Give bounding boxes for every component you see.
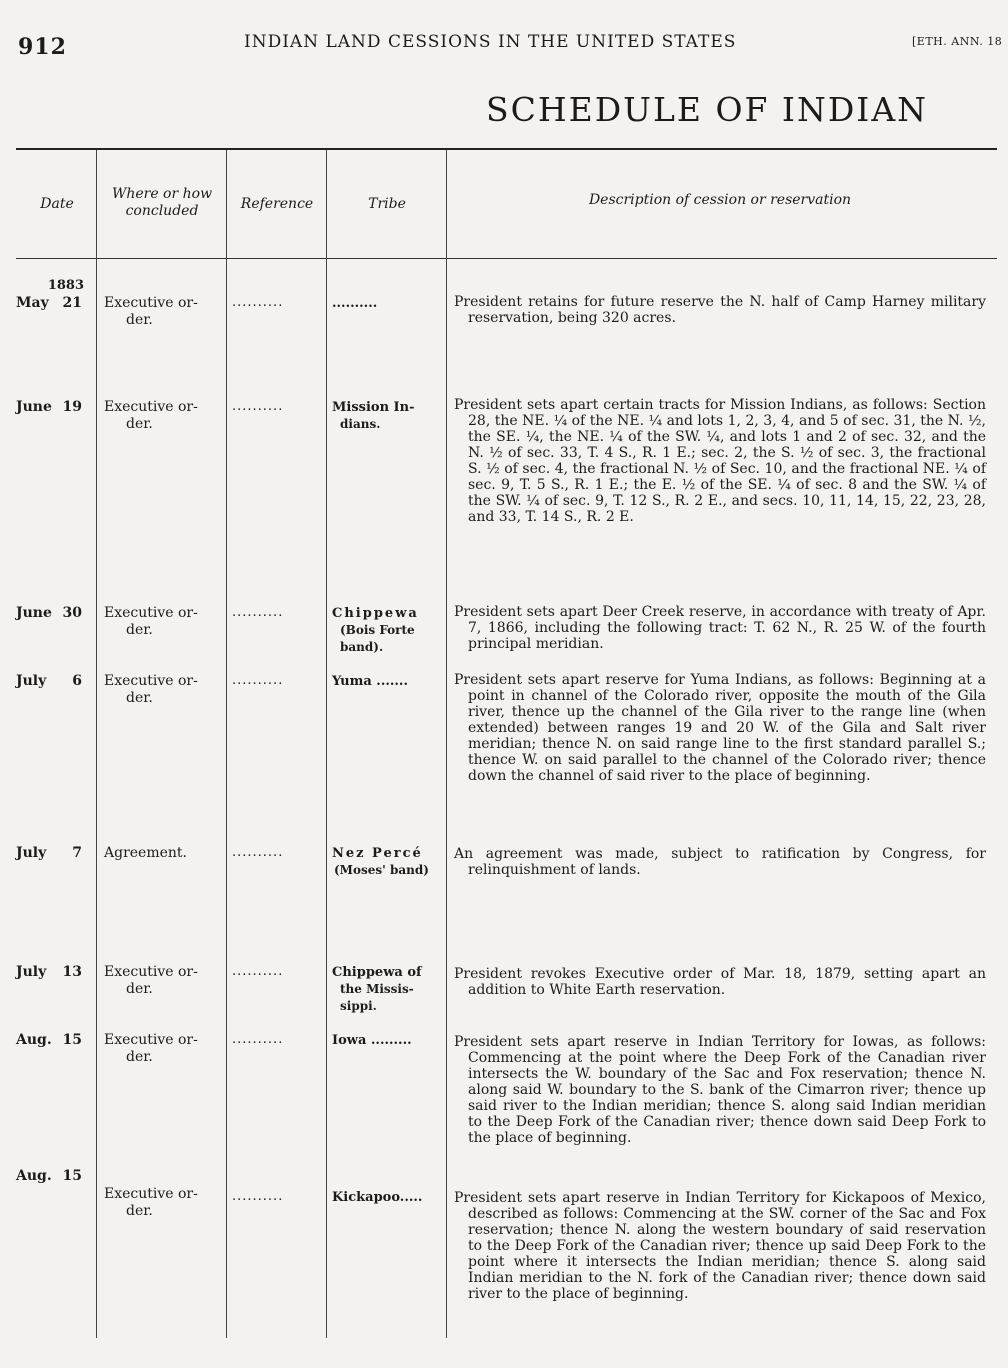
row-tribe xyxy=(332,845,440,879)
row-reference: .......... xyxy=(232,964,284,979)
row-reference: .......... xyxy=(232,1032,284,1047)
row-reference: .......... xyxy=(232,845,284,860)
row-concluded-line2: der. xyxy=(126,622,153,638)
row-concluded-line1: Executive or- xyxy=(104,1186,198,1202)
row-concluded xyxy=(104,1186,222,1220)
row-tribe-line1: Chippewa xyxy=(332,606,419,621)
row-concluded-line1: Agreement. xyxy=(104,845,187,861)
row-description: President revokes Executive order of Mar. 18, 1879, setting apart an addition to White Earth reservation. xyxy=(454,966,986,998)
row-concluded xyxy=(104,673,222,707)
row-month: July xyxy=(16,964,47,980)
row-month: Aug. xyxy=(16,1168,52,1184)
row-reference: .......... xyxy=(232,295,284,310)
row-concluded xyxy=(104,1032,222,1066)
row-concluded-line2: der. xyxy=(126,312,153,328)
row-concluded-line2: der. xyxy=(126,416,153,432)
row-description: President sets apart reserve for Yuma Indians, as follows: Beginning at a point in channel of the Colorado river, opposite the mouth of the Gila river, thence up the channel of the Gila river to the range line (when extended) between ranges 19 and 20 W. of the Gila and Salt river meridian; thence N. on said range line to the first standard parallel S.; thence W. on said parallel to the channel of the Colorado river; thence down the channel of said river to the place of beginning. xyxy=(454,672,986,784)
row-tribe-line2: (Bois Forte xyxy=(340,623,415,637)
row-day: 15 xyxy=(62,1168,82,1184)
column-divider xyxy=(96,150,97,1338)
column-header-tribe: Tribe xyxy=(368,196,406,212)
row-date xyxy=(16,1032,86,1048)
row-description: President sets apart certain tracts for Mission Indians, as follows: Section 28, the NE. ¼ of the NE. ¼ and lots 1, 2, 3, 4, and 5 of sec. 31, the N. ½, the SE. ¼, the NE. ¼ of the SW. ¼, and lots 1 and 2 of sec. 32, and the N. ½ of sec. 33, T. 4 S., R. 1 E.; sec. 2, the S. ½ of sec. 3, the fractional S. ½ of sec. 4, the fractional N. ½ of Sec. 10, and the fractional NE. ¼ of sec. 9, T. 5 S., R. 1 E.; the E. ½ of the SE. ¼ of sec. 8 and the SW. ¼ of the SW. ¼ of sec. 9, T. 12 S., R. 2 E., and secs. 10, 11, 14, 15, 22, 23, 28, and 33, T. 14 S., R. 2 E. xyxy=(454,397,986,525)
row-date xyxy=(16,673,86,689)
row-concluded-line1: Executive or- xyxy=(104,964,198,980)
running-title: INDIAN LAND CESSIONS IN THE UNITED STATES xyxy=(244,32,737,52)
row-concluded xyxy=(104,399,222,433)
row-day: 19 xyxy=(62,399,82,415)
row-month: June xyxy=(16,399,52,415)
row-tribe xyxy=(332,295,440,312)
row-concluded-line1: Executive or- xyxy=(104,1032,198,1048)
column-header-date: Date xyxy=(40,196,74,212)
running-reference: [ETH. ANN. 18 xyxy=(912,35,1003,48)
row-concluded xyxy=(104,845,222,862)
row-reference: .......... xyxy=(232,399,284,414)
column-header-where-line1: Where or how xyxy=(111,186,213,202)
row-concluded xyxy=(104,605,222,639)
row-month: May xyxy=(16,295,49,311)
year-label: 1883 xyxy=(47,278,84,293)
row-tribe xyxy=(332,673,440,690)
row-tribe xyxy=(332,964,440,1015)
row-day: 15 xyxy=(62,1032,82,1048)
row-date xyxy=(16,845,86,861)
column-divider xyxy=(226,150,227,1338)
row-tribe-line3: band). xyxy=(340,640,384,654)
header-rule xyxy=(16,258,997,259)
row-day: 6 xyxy=(72,673,82,689)
row-tribe xyxy=(332,399,440,433)
row-description: President sets apart Deer Creek reserve, in accordance with treaty of Apr. 7, 1866, including the following tract: T. 62 N., R. 25 W. of the fourth principal meridian. xyxy=(454,604,986,652)
row-concluded-line2: der. xyxy=(126,1049,153,1065)
row-month: June xyxy=(16,605,52,621)
column-header-reference: Reference xyxy=(240,196,314,212)
row-day: 21 xyxy=(62,295,82,311)
row-month: July xyxy=(16,845,47,861)
row-concluded-line1: Executive or- xyxy=(104,295,198,311)
row-concluded xyxy=(104,295,222,329)
row-date xyxy=(16,1168,86,1184)
row-tribe-line2: (Moses' band) xyxy=(334,863,429,877)
row-day: 13 xyxy=(62,964,82,980)
row-concluded-line1: Executive or- xyxy=(104,673,198,689)
schedule-title: SCHEDULE OF INDIAN xyxy=(486,90,929,129)
row-tribe-line1: Kickapoo..... xyxy=(332,1190,423,1205)
row-tribe-line1: Nez Percé xyxy=(332,846,423,861)
row-month: July xyxy=(16,673,47,689)
row-date xyxy=(16,295,86,311)
row-concluded-line2: der. xyxy=(126,1203,153,1219)
row-tribe-line1: Chippewa of xyxy=(332,965,422,980)
row-day: 30 xyxy=(62,605,82,621)
row-concluded-line1: Executive or- xyxy=(104,605,198,621)
row-reference: .......... xyxy=(232,605,284,620)
row-tribe-line1: Iowa ......... xyxy=(332,1033,412,1048)
row-tribe-line1: .......... xyxy=(332,296,378,311)
row-concluded-line2: der. xyxy=(126,690,153,706)
column-header-where xyxy=(100,186,224,220)
page-number: 912 xyxy=(18,34,67,60)
row-tribe xyxy=(332,1032,440,1049)
column-header-where-line2: concluded xyxy=(125,203,199,219)
row-tribe-line2: the Missis- xyxy=(340,982,414,996)
row-concluded xyxy=(104,964,222,998)
row-date xyxy=(16,964,86,980)
row-concluded-line2: der. xyxy=(126,981,153,997)
column-divider xyxy=(326,150,327,1338)
column-header-description: Description of cession or reservation xyxy=(588,192,852,208)
row-date xyxy=(16,399,86,415)
row-day: 7 xyxy=(72,845,82,861)
row-description: An agreement was made, subject to ratification by Congress, for relinquishment of lands. xyxy=(454,846,986,878)
row-tribe-line2: dians. xyxy=(340,417,381,431)
row-tribe xyxy=(332,1189,440,1206)
row-tribe-line3: sippi. xyxy=(340,999,377,1013)
row-month: Aug. xyxy=(16,1032,52,1048)
column-divider xyxy=(446,150,447,1338)
row-tribe-line1: Mission In- xyxy=(332,400,415,415)
row-tribe xyxy=(332,605,440,656)
row-date xyxy=(16,605,86,621)
row-reference: .......... xyxy=(232,1189,284,1204)
row-description: President sets apart reserve in Indian Territory for Kickapoos of Mexico, described as follows: Commencing at the SW. corner of the Sac and Fox reservation; thence N. along the western boundary of said reservation to the Deep Fork of the Canadian river; thence up said Deep Fork to the point where it intersects the Indian meridian; thence S. along said Indian meridian to the N. fork of the Canadian river; thence down said river to the place of beginning. xyxy=(454,1190,986,1302)
row-description: President retains for future reserve the N. half of Camp Harney military reservation, being 320 acres. xyxy=(454,294,986,326)
row-concluded-line1: Executive or- xyxy=(104,399,198,415)
row-tribe-line1: Yuma ....... xyxy=(332,674,408,689)
row-description: President sets apart reserve in Indian Territory for Iowas, as follows: Commencing at the point where the Deep Fork of the Canadian river intersects the W. boundary of the Sac and Fox reservation; thence N. along said W. boundary to the S. bank of the Cimarron river; thence up said river to the Indian meridian; thence S. along said Indian meridian to the Deep Fork of the Canadian river; thence down said Deep Fork to the place of beginning. xyxy=(454,1034,986,1146)
row-reference: .......... xyxy=(232,673,284,688)
